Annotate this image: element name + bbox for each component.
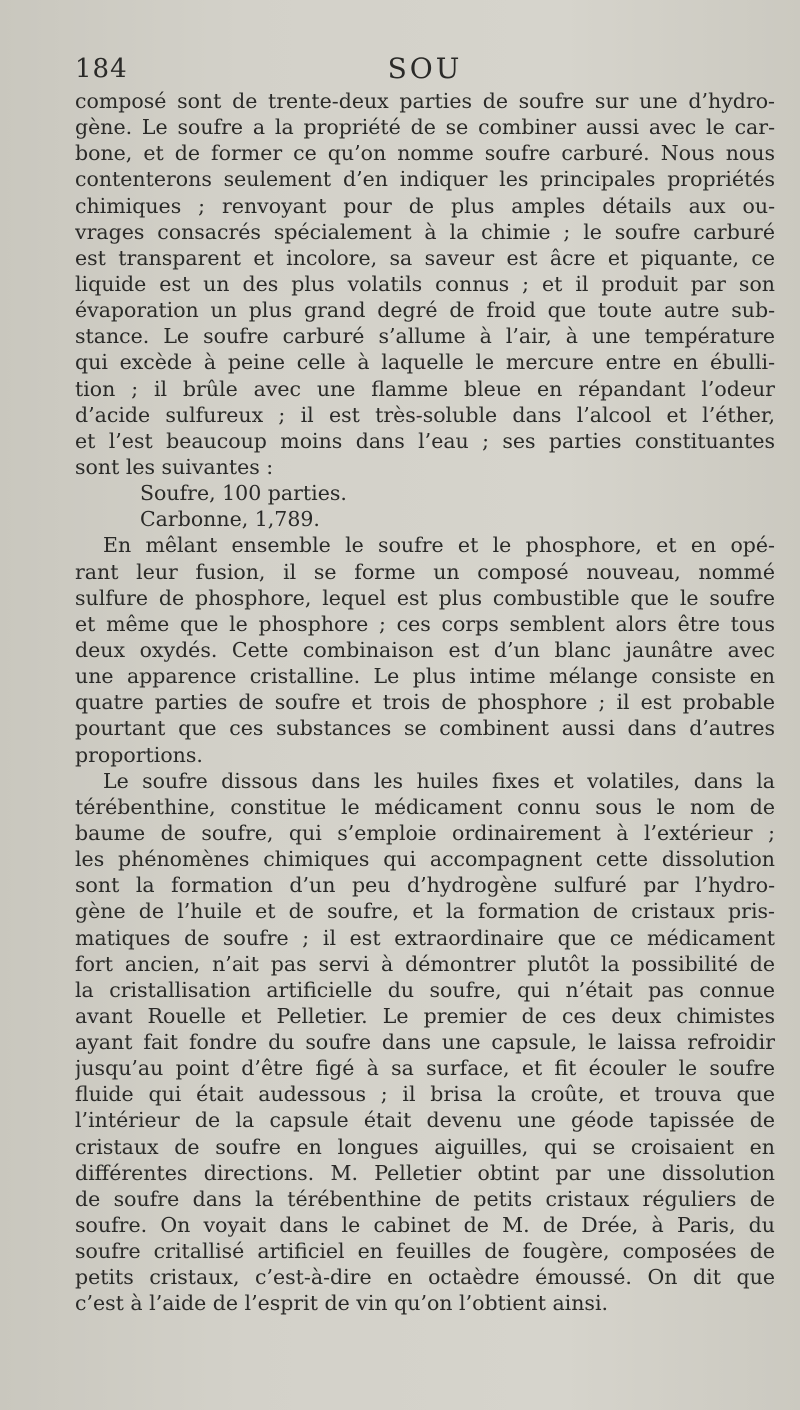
text-line: de soufre dans la térébenthine de petits cristaux réguliers de [75, 1186, 775, 1211]
text-line: quatre parties de soufre et trois de phosphore ; il est probable [75, 690, 775, 715]
text-line: jusqu’au point d’être figé à sa surface, et fit écouler le soufre [75, 1056, 775, 1081]
text-line: et même que le phosphore ; ces corps semblent alors être tous [75, 611, 775, 636]
text-line: cristaux de soufre en longues aiguilles, qui se croisaient en [75, 1134, 775, 1159]
text-line: d’acide sulfureux ; il est très-soluble dans l’alcool et l’éther, [75, 402, 775, 427]
text-line: soufre. On voyait dans le cabinet de M. de Drée, à Paris, du [75, 1213, 775, 1238]
text-line: fluide qui était audessous ; il brisa la croûte, et trouva que [75, 1082, 775, 1107]
text-line: composé sont de trente-deux parties de soufre sur une d’hydro- [75, 89, 775, 113]
text-line: pourtant que ces substances se combinent aussi dans d’autres [75, 716, 775, 741]
text-line: la cristallisation artificielle du soufre, qui n’était pas connue [75, 977, 775, 1002]
text-line: sulfure de phosphore, lequel est plus combustible que le soufre [75, 585, 775, 610]
text-line: évaporation un plus grand degré de froid que toute autre sub- [75, 298, 775, 323]
text-line: les phénomènes chimiques qui accompagnent cette dissolution [75, 847, 775, 872]
text-line: vrages consacrés spécialement à la chimie ; le soufre carburé [75, 219, 775, 244]
text-line: sont les suivantes : [75, 454, 274, 479]
text-line: une apparence cristalline. Le plus intime mélange consiste en [75, 664, 775, 689]
text-line: matiques de soufre ; il est extraordinaire que ce médicament [75, 925, 775, 950]
text-line: fort ancien, n’ait pas servi à démontrer plutôt la possibilité de [75, 951, 775, 976]
text-line: sont la formation d’un peu d’hydrogène sulfuré par l’hydro- [75, 873, 775, 898]
text-line: chimiques ; renvoyant pour de plus amples détails aux ou- [75, 193, 775, 218]
text-line: bone, et de former ce qu’on nomme soufre carburé. Nous nous [75, 141, 775, 166]
text-line: térébenthine, constitue le médicament connu sous le nom de [75, 794, 775, 819]
text-line: avant Rouelle et Pelletier. Le premier de ces deux chimistes [75, 1003, 775, 1028]
text-line: gène. Le soufre a la propriété de se combiner aussi avec le car- [75, 115, 775, 140]
text-line: ayant fait fondre du soufre dans une capsule, le laissa refroidir [75, 1030, 775, 1055]
page-header [75, 50, 775, 88]
text-line: tion ; il brûle avec une flamme bleue en répandant l’odeur [75, 376, 775, 401]
text-line: et l’est beaucoup moins dans l’eau ; ses parties constituantes [75, 428, 775, 453]
text-line: petits cristaux, c’est-à-dire en octaèdre émoussé. On dit que [75, 1265, 775, 1290]
text-line: proportions. [75, 742, 203, 767]
text-line: En mêlant ensemble le soufre et le phosphore, et en opé- [103, 533, 775, 558]
running-head: SOU [387, 52, 463, 85]
text-line: gène de l’huile et de soufre, et la formation de cristaux pris- [75, 899, 775, 924]
text-line: l’intérieur de la capsule était devenu une géode tapissée de [75, 1108, 775, 1133]
text-line: contenterons seulement d’en indiquer les principales propriétés [75, 167, 775, 192]
body-text [75, 88, 775, 1317]
text-line: soufre critallisé artificiel en feuilles de fougère, composées de [75, 1239, 775, 1264]
text-line: baume de soufre, qui s’emploie ordinairement à l’extérieur ; [75, 820, 775, 845]
text-line: Soufre, 100 parties. [140, 481, 347, 506]
page-number: 184 [75, 54, 128, 84]
text-line: stance. Le soufre carburé s’allume à l’air, à une température [75, 324, 775, 349]
text-line: deux oxydés. Cette combinaison est d’un blanc jaunâtre avec [75, 637, 775, 662]
text-line: qui excède à peine celle à laquelle le mercure entre en ébulli- [75, 350, 775, 375]
text-line: Carbonne, 1,789. [140, 507, 320, 532]
text-line: différentes directions. M. Pelletier obtint par une dissolution [75, 1160, 775, 1185]
text-line: rant leur fusion, il se forme un composé nouveau, nommé [75, 559, 775, 584]
text-line: est transparent et incolore, sa saveur est âcre et piquante, ce [75, 245, 775, 270]
text-line: c’est à l’aide de l’esprit de vin qu’on l’obtient ainsi. [75, 1291, 609, 1316]
text-line: Le soufre dissous dans les huiles fixes et volatiles, dans la [103, 768, 775, 793]
text-line: liquide est un des plus volatils connus ; et il produit par son [75, 271, 775, 296]
